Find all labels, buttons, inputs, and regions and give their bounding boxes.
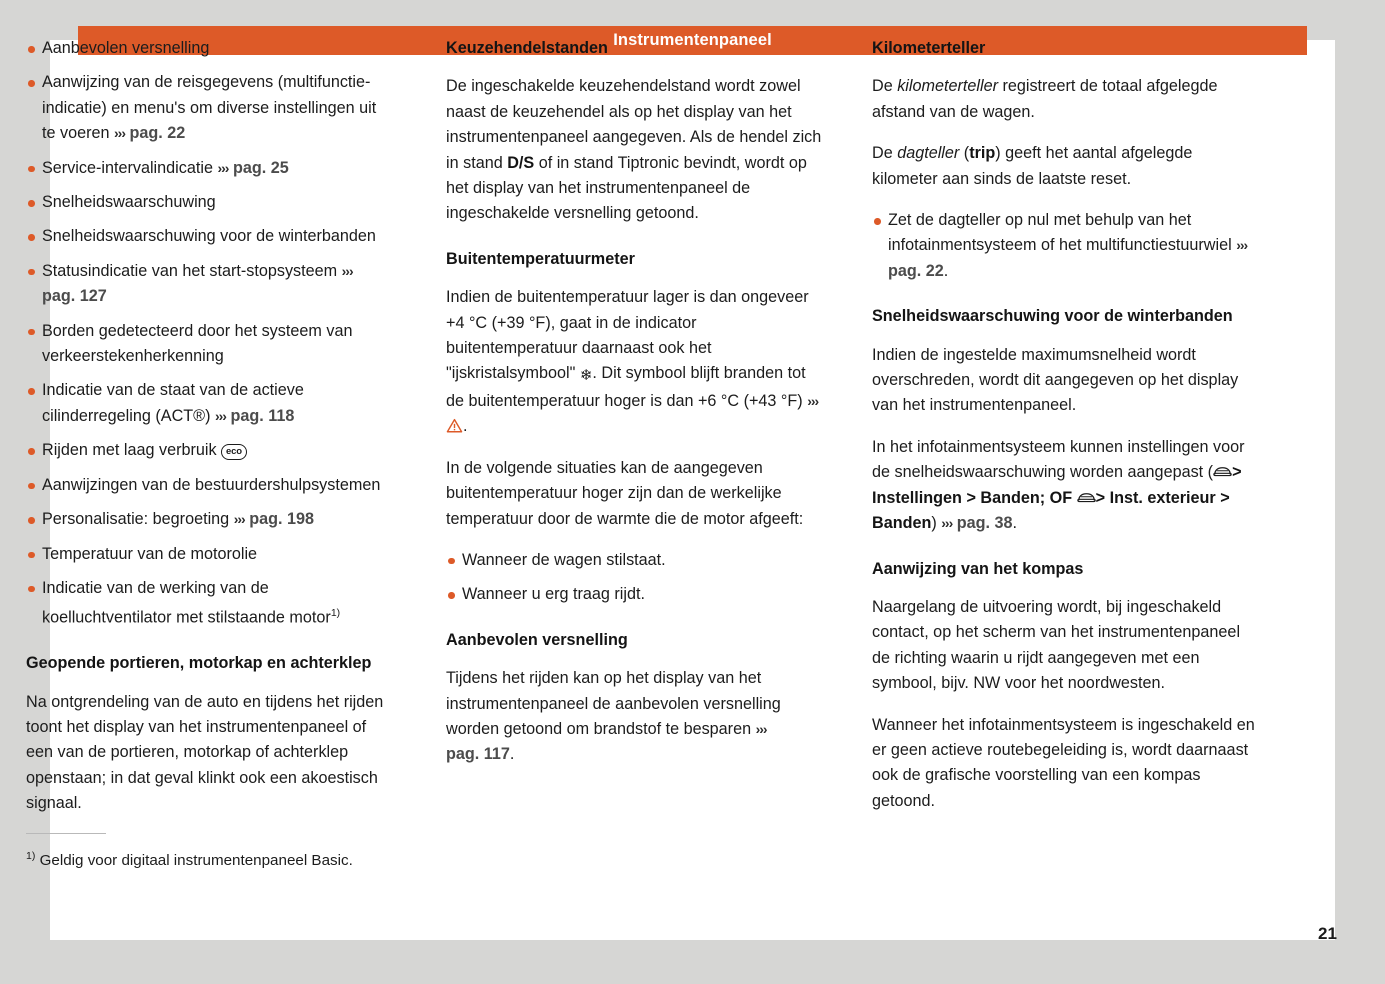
snowflake-icon: ❄ xyxy=(579,367,593,385)
cross-reference-chevrons-icon: ››› xyxy=(755,720,767,737)
cross-reference-chevrons-icon: ››› xyxy=(341,262,353,279)
list-item xyxy=(26,319,390,370)
column-3 xyxy=(856,36,1284,872)
list-item-label: Rijden met laag verbruik xyxy=(42,441,217,460)
list-item-label: Snelheidswaarschuwing voor de winterbanden xyxy=(42,227,376,246)
list-item xyxy=(26,259,390,310)
list-item xyxy=(26,378,390,429)
paragraph-odometer: De kilometerteller registreert de totaal afgelegde afstand van de wagen. xyxy=(872,77,1218,121)
list-item xyxy=(26,576,390,631)
column-1 xyxy=(0,36,428,872)
paragraph-selector-positions: De ingeschakelde keuzehendelstand wordt zowel naast de keuzehendel als op het display van het instrumentenpaneel aangegeven. Als de hendel zich in stand D/S of in stand Tiptronic bevindt, wordt op het display van het instrumentenpaneel de ingeschakelde versnelling getoond. xyxy=(446,77,822,223)
list-item xyxy=(26,36,390,61)
term-odometer: kilometerteller xyxy=(897,77,998,96)
term-trip: trip xyxy=(969,144,996,163)
footnote-divider xyxy=(26,833,106,834)
cross-reference-chevrons-icon: ››› xyxy=(1236,237,1248,254)
paragraph-higher-temperature-situations: In de volgende situaties kan de aangegeven buitentemperatuur hoger zijn dan de werkelijke temperatuur door de warmte die de motor afgeeft: xyxy=(446,458,804,528)
vehicle-icon xyxy=(1077,491,1096,504)
warning-triangle-icon xyxy=(446,418,463,433)
section-heading-odometer: Kilometerteller xyxy=(872,39,986,57)
column-2 xyxy=(428,36,856,872)
feature-bullet-list xyxy=(26,36,390,631)
eco-icon: eco xyxy=(221,444,247,460)
cross-reference-link[interactable]: pag. 198 xyxy=(249,510,314,529)
footnote-marker: 1) xyxy=(330,607,341,620)
vehicle-icon xyxy=(1213,465,1232,478)
cross-reference-link[interactable]: pag. 127 xyxy=(42,287,107,306)
list-item-label: Borden gedetecteerd door het systeem van verkeerstekenherkenning xyxy=(42,321,353,366)
list-item xyxy=(446,582,824,607)
section-heading-selector-positions: Keuzehendelstanden xyxy=(446,39,608,57)
paragraph-speed-warning: Indien de ingestelde maximumsnelheid wordt overschreden, wordt dit aangegeven op het display van het instrumentenpaneel. xyxy=(872,345,1239,415)
cross-reference-chevrons-icon: ››› xyxy=(114,125,125,142)
list-item-label: Aanwijzing van de reisgegevens (multifunctie-indicatie) en menu's om diverse instellingen uit te voeren xyxy=(42,73,377,143)
list-item-label: Temperatuur van de motorolie xyxy=(42,544,258,563)
cross-reference-link[interactable]: pag. 117 xyxy=(446,745,510,764)
menu-path-2[interactable]: > Inst. exterieur > Banden xyxy=(872,488,1230,533)
paragraph-compass-graphic: Wanneer het infotainmentsysteem is ingeschakeld en er geen actieve routebegeleiding is, wordt daarnaast ook de grafische voorstelling van een kompas getoond. xyxy=(872,715,1255,810)
term-tripmeter: dagteller xyxy=(897,144,960,163)
list-item xyxy=(26,507,390,532)
paragraph-infotainment-settings: In het infotainmentsysteem kunnen instellingen voor de snelheidswaarschuwing worden aangepast ( > Instellingen > Banden; OF > Inst. exterieur > Banden) ››› pag. 38. xyxy=(872,437,1245,533)
cross-reference-link[interactable]: pag. 118 xyxy=(230,406,295,425)
footnote xyxy=(26,845,390,872)
footnote-text: Geldig voor digitaal instrumentenpaneel Basic. xyxy=(39,851,353,869)
list-item xyxy=(26,190,390,215)
list-item: Zet de dagteller op nul met behulp van het infotainmentsysteem of het multifunctiestuurwiel ››› pag. 22. xyxy=(872,208,1256,284)
list-item-label: Indicatie van de staat van de actieve cilinderregeling (ACT®) xyxy=(42,381,304,425)
list-item xyxy=(446,548,824,573)
paragraph-compass-direction: Naargelang de uitvoering wordt, bij ingeschakeld contact, op het scherm van het instrumentenpaneel de richting waarin u rijdt aangegeven met een symbool, bijv. NW voor het noordwesten. xyxy=(872,597,1241,693)
paragraph-trip-counter: De dagteller (trip) geeft het aantal afgelegde kilometer aan sinds de laatste reset. xyxy=(872,144,1193,188)
paragraph-doors-bonnet: Na ontgrendeling van de auto en tijdens het rijden toont het display van het instrumentenpaneel of een van de portieren, motorkap of achterklep openstaan; in dat geval klinkt ook een akoestisch signaal. xyxy=(26,692,384,813)
list-item-label: Statusindicatie van het start-stopsysteem xyxy=(42,261,338,280)
section-heading-doors-bonnet: Geopende portieren, motorkap en achterklep xyxy=(26,654,372,673)
paragraph-recommended-gear: Tijdens het rijden kan op het display van het instrumentenpaneel de aanbevolen versnelling worden getoond om brandstof te besparen ››› pag. 117. xyxy=(446,669,781,764)
list-item-label: Aanbevolen versnelling xyxy=(42,39,210,57)
cross-reference-link[interactable]: pag. 22 xyxy=(888,261,944,280)
section-heading-recommended-gear: Aanbevolen versnelling xyxy=(446,630,628,649)
list-item-label: Zet de dagteller op nul met behulp van het infotainmentsysteem of het multifunctiestuurwiel xyxy=(888,211,1237,255)
list-item xyxy=(26,438,390,463)
list-item xyxy=(26,473,390,498)
list-item-label: Snelheidswaarschuwing xyxy=(42,193,216,212)
list-item-label: Indicatie van de werking van de koelluchtventilator met stilstaande motor xyxy=(42,578,331,627)
cross-reference-chevrons-icon: ››› xyxy=(214,407,226,424)
cross-reference-chevrons-icon: ››› xyxy=(807,392,819,409)
list-item-label: Personalisatie: begroeting xyxy=(42,510,230,529)
list-item xyxy=(26,542,390,567)
list-item-label: Wanneer u erg traag rijdt. xyxy=(462,585,645,604)
gear-position-label: D/S xyxy=(507,153,535,172)
trip-reset-list xyxy=(872,208,1256,284)
cross-reference-link[interactable]: pag. 38 xyxy=(956,514,1013,533)
section-heading-winter-tyre-speed-warning: Snelheidswaarschuwing voor de winterbanden xyxy=(872,307,1233,326)
footnote-marker: 1) xyxy=(26,849,36,862)
section-heading-outside-temperature: Buitentemperatuurmeter xyxy=(446,249,635,268)
cross-reference-chevrons-icon: ››› xyxy=(941,515,953,532)
page-number: 21 xyxy=(1318,924,1337,943)
list-item-label: Service-intervalindicatie xyxy=(42,158,213,177)
cross-reference-link[interactable]: pag. 25 xyxy=(232,158,289,177)
list-item xyxy=(26,224,390,249)
section-heading-compass: Aanwijzing van het kompas xyxy=(872,559,1084,578)
list-item xyxy=(26,156,390,181)
menu-path-1[interactable]: > Instellingen > Banden; OF xyxy=(872,463,1242,507)
cross-reference-chevrons-icon: ››› xyxy=(233,511,245,528)
page-title: Instrumentenpaneel xyxy=(613,31,772,49)
content-columns xyxy=(0,36,1285,872)
list-item-label: Aanwijzingen van de bestuurdershulpsystemen xyxy=(42,475,381,494)
cross-reference-link[interactable]: pag. 22 xyxy=(129,124,186,143)
paragraph-outside-temperature: Indien de buitentemperatuur lager is dan ongeveer +4 °C (+39 °F), gaat in de indicator buitentemperatuur daarnaast ook het "ijskristalsymbool" ❄. Dit symbool blijft branden tot de buitentemperatuur hoger is dan +6 °C (+43 °F) ››› . xyxy=(446,288,819,436)
cross-reference-chevrons-icon: ››› xyxy=(217,159,229,176)
temperature-situations-list xyxy=(446,548,824,608)
list-item xyxy=(26,70,390,146)
list-item-label: Wanneer de wagen stilstaat. xyxy=(462,550,666,569)
